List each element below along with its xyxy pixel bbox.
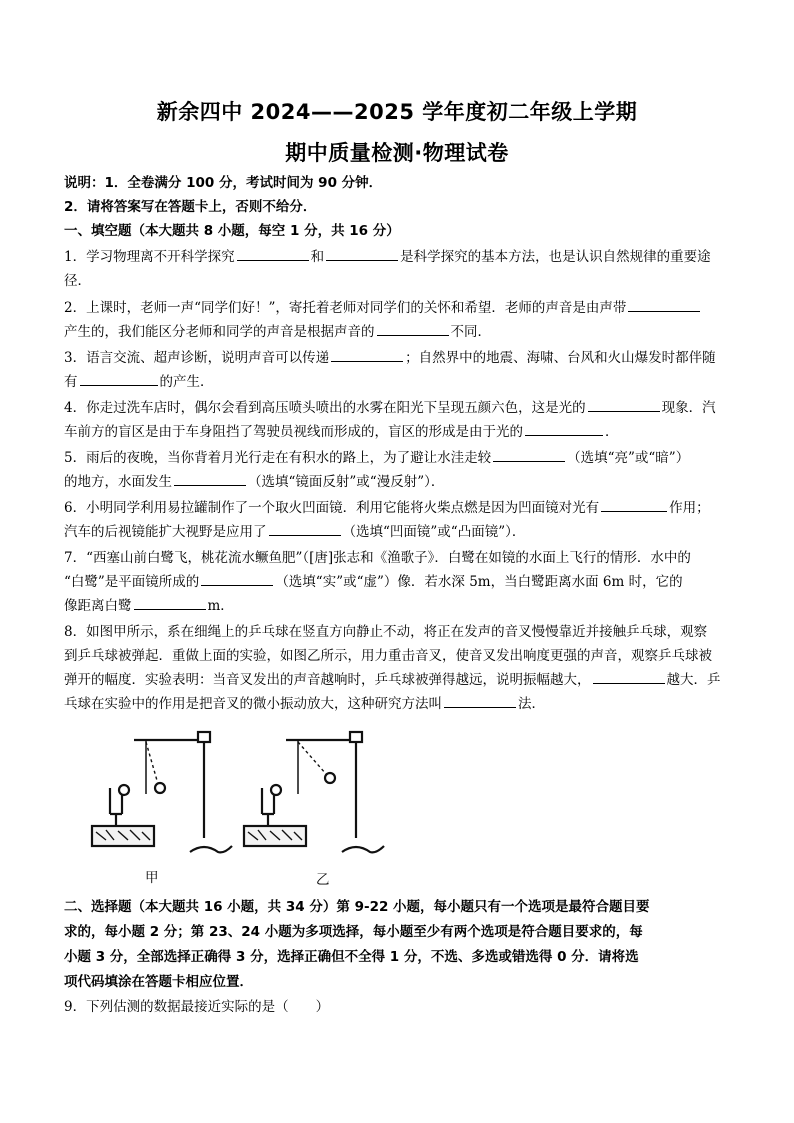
section1-heading: 一、填空题（本大题共 8 小题，每空 1 分，共 16 分） — [64, 223, 400, 239]
q3-text-b: ；自然界中的地震、海啸、台风和火山爆发时都伴随 — [405, 350, 716, 366]
q5-text-c: 的地方，水面发生 — [64, 474, 172, 490]
q4-text-b: 现象．汽 — [661, 400, 716, 416]
string-a-swing — [146, 742, 158, 784]
answer-blank[interactable] — [80, 371, 158, 386]
question-3 — [64, 347, 736, 369]
question-3-cont — [64, 371, 736, 393]
q3-text-a: 3．语言交流、超声诊断，说明声音可以传递 — [64, 350, 330, 366]
question-9: 9．下列估测的数据最接近实际的是（ ） — [64, 999, 330, 1015]
ball-b-rest — [271, 785, 281, 795]
answer-blank[interactable] — [326, 246, 398, 261]
answer-blank[interactable] — [588, 397, 660, 412]
answer-blank[interactable] — [493, 447, 565, 462]
answer-blank[interactable] — [269, 521, 341, 536]
stand-clamp-b — [350, 732, 362, 742]
q8-text-f: 法． — [518, 696, 545, 712]
note-1: 说明：1．全卷满分 100 分，考试时间为 90 分钟． — [64, 175, 383, 191]
section2-heading-1: 二、选择题（本大题共 16 小题，共 34 分）第 9-22 小题，每小题只有一个选项是最符合题目要 — [64, 899, 650, 915]
q4-text-c: 车前方的盲区是由于车身阻挡了驾驶员视线而形成的，盲区的形成是由于光的 — [64, 424, 523, 440]
q2-text-c: 不同． — [450, 324, 491, 340]
q2-text-a: 2．上课时，老师一声“同学们好！”，寄托着老师对同学们的关怀和希望．老师的声音是由声带 — [64, 300, 627, 316]
question-4-cont — [64, 421, 736, 443]
answer-blank[interactable] — [174, 471, 246, 486]
q5-text-a: 5．雨后的夜晚，当你背着月光行走在有积水的路上，为了避让水洼走较 — [64, 450, 492, 466]
q5-text-b: （选填“亮”或“暗”） — [567, 450, 690, 466]
question-2-cont — [64, 321, 736, 343]
answer-blank[interactable] — [628, 297, 700, 312]
ball-a-rest — [119, 785, 129, 795]
answer-blank[interactable] — [525, 421, 603, 436]
section2-heading-2: 求的，每小题 2 分；第 23、24 小题为多项选择，每小题至少有两个选项是符合题目要求的，每 — [64, 924, 643, 940]
q7-text-d: 像距离白鹭 — [64, 598, 132, 614]
q7-text-c: （选填“实”或“虚”）像．若水深 5m，当白鹭距离水面 6m 时，它的 — [275, 574, 683, 590]
tuning-fork-figure — [86, 724, 386, 886]
answer-blank[interactable] — [201, 571, 273, 586]
note-2: 2．请将答案写在答题卡上，否则不给分． — [64, 199, 317, 215]
answer-blank[interactable] — [331, 347, 403, 362]
answer-blank[interactable] — [134, 595, 206, 610]
question-7-cont — [64, 571, 736, 593]
answer-blank[interactable] — [444, 693, 516, 708]
q8-text-e: 乓球在实验中的作用是把音叉的微小振动放大，这种研究方法叫 — [64, 696, 442, 712]
q6-text-b: 作用； — [669, 500, 710, 516]
question-5 — [64, 447, 736, 469]
ball-a-swung — [155, 783, 165, 793]
answer-blank[interactable] — [601, 497, 667, 512]
ball-b-swung — [325, 773, 335, 783]
q4-text-a: 4．你走过洗车店时，偶尔会看到高压喷头喷出的水雾在阳光下呈现五颜六色，这是光的 — [64, 400, 586, 416]
q1-text-c: 是科学探究的基本方法，也是认识自然规律的重要途 — [400, 249, 711, 265]
q4-text-d: ． — [605, 424, 619, 440]
question-6 — [64, 497, 736, 519]
exam-title-line2: 期中质量检测·物理试卷 — [285, 141, 509, 165]
question-4 — [64, 397, 736, 419]
answer-blank[interactable] — [593, 669, 665, 684]
q8-text-d: 越大．乒 — [666, 672, 721, 688]
question-5-cont — [64, 471, 736, 493]
string-b-swing — [298, 742, 326, 774]
figure-label-a: 甲 — [145, 870, 159, 886]
figure-label-b: 乙 — [316, 872, 330, 888]
question-7-cont2 — [64, 595, 736, 617]
q3-text-d: 的产生． — [159, 374, 214, 390]
q6-text-d: （选填“凹面镜”或“凸面镜”）． — [342, 524, 526, 540]
question-8: 8．如图甲所示，系在细绳上的乒乓球在竖直方向静止不动，将正在发声的音叉慢慢靠近并接触乒乓球，观察 — [64, 624, 708, 640]
question-7: 7．“西塞山前白鹭飞，桃花流水鳜鱼肥”（[唐]张志和《渔歌子》．白鹭在如镜的水面上飞行的情形．水中的 — [64, 550, 691, 566]
question-8-cont2 — [64, 669, 736, 691]
question-8-cont3 — [64, 693, 736, 715]
answer-blank[interactable] — [377, 321, 449, 336]
stand-clamp-a — [198, 732, 210, 742]
q2-text-b: 产生的，我们能区分老师和同学的声音是根据声音的 — [64, 324, 375, 340]
section2-heading-4: 项代码填涂在答题卡相应位置． — [64, 974, 253, 990]
question-8-cont: 到乒乓球被弹起．重做上面的实验，如图乙所示，用力重击音叉，使音叉发出响度更强的声音，观察乒乓球被 — [64, 648, 712, 664]
answer-blank[interactable] — [237, 246, 309, 261]
apparatus-a — [92, 732, 232, 852]
q1-text-a: 1．学习物理离不开科学探究 — [64, 249, 235, 265]
q6-text-c: 汽车的后视镜能扩大视野是应用了 — [64, 524, 267, 540]
apparatus-b — [244, 732, 384, 852]
q7-text-e: m． — [207, 598, 234, 614]
q3-text-c: 有 — [64, 374, 78, 390]
q8-text-c: 弹开的幅度．实验表明：当音叉发出的声音越响时，乒乓球被弹得越远，说明振幅越大， — [64, 672, 591, 688]
exam-title-line1: 新余四中 2024——2025 学年度初二年级上学期 — [156, 100, 638, 124]
question-1 — [64, 246, 736, 268]
q6-text-a: 6．小明同学利用易拉罐制作了一个取火凹面镜．利用它能将火柴点燃是因为凹面镜对光有 — [64, 500, 600, 516]
q7-text-b: “白鹭”是平面镜所成的 — [64, 574, 200, 590]
section2-heading-3: 小题 3 分，全部选择正确得 3 分，选择正确但不全得 1 分，不选、多选或错选得 0 分．请将选 — [64, 949, 639, 965]
question-1-cont: 径． — [64, 273, 91, 289]
q1-text-b: 和 — [310, 249, 325, 265]
question-6-cont — [64, 521, 736, 543]
q5-text-d: （选填“镜面反射”或“漫反射”）． — [248, 474, 445, 490]
question-2 — [64, 297, 736, 319]
